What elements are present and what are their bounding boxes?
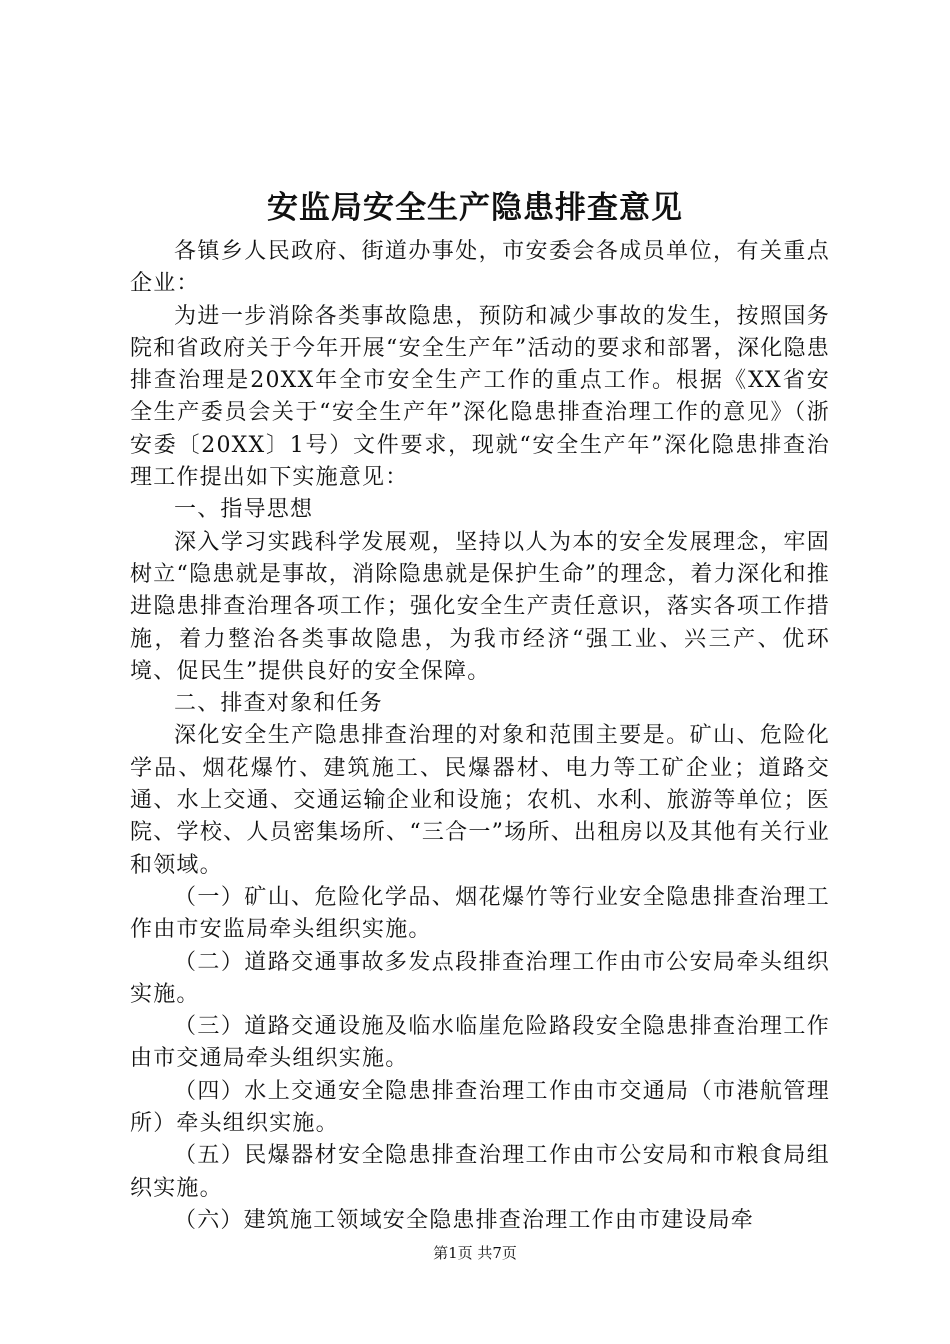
list-item-3: （三）道路交通设施及临水临崖危险路段安全隐患排查治理工作由市交通局牵头组织实施。 <box>130 1014 830 1072</box>
list-item-1: （一）矿山、危险化学品、烟花爆竹等行业安全隐患排查治理工作由市安监局牵头组织实施。 <box>130 884 830 943</box>
list-item-6: （六）建筑施工领域安全隐患排查治理工作由市建设局牵 <box>174 1207 755 1233</box>
list-item-4: （四）水上交通安全隐患排查治理工作由市交通局（市港航管理所）牵头组织实施。 <box>130 1078 830 1137</box>
document-body <box>130 236 830 1237</box>
page-number: 第1页 <box>433 1244 473 1262</box>
paragraph-salutation: 各镇乡人民政府、街道办事处，市安委会各成员单位，有关重点企业： <box>130 239 830 297</box>
paragraph-intro: 为进一步消除各类事故隐患，预防和减少事故的发生，按照国务院和省政府关于今年开展“安全生产年”活动的要求和部署，深化隐患排查治理是20XX年全市安全生产工作的重点工作。根据《XX省安全生产委员会关于“安全生产年”深化隐患排查治理工作的意见》（浙安委〔20XX〕1号）文件要求，现就“安全生产年”深化隐患排查治理工作提出如下实施意见： <box>130 303 830 491</box>
paragraph-guiding-ideology: 深入学习实践科学发展观，坚持以人为本的安全发展理念，牢固树立“隐患就是事故，消除隐患就是保护生命”的理念，着力深化和推进隐患排查治理各项工作；强化安全生产责任意识，落实各项工作措施，着力整治各类事故隐患，为我市经济“强工业、兴三产、优环境、促民生”提供良好的安全保障。 <box>130 529 830 684</box>
page-footer <box>0 1243 950 1263</box>
document-title: 安监局安全生产隐患排查意见 <box>267 190 683 226</box>
section-heading-guiding-ideology: 一、指导思想 <box>174 497 314 523</box>
paragraph-objects-scope: 深化安全生产隐患排查治理的对象和范围主要是。矿山、危险化学品、烟花爆竹、建筑施工、民爆器材、电力等工矿企业；道路交通、水上交通、交通运输企业和设施；农机、水利、旅游等单位；医院、学校、人员密集场所、“三合一”场所、出租房以及其他有关行业和领域。 <box>130 723 830 878</box>
list-item-2: （二）道路交通事故多发点段排查治理工作由市公安局牵头组织实施。 <box>130 949 830 1007</box>
section-heading-objects-and-tasks: 二、排查对象和任务 <box>174 691 383 717</box>
page-total: 共7页 <box>477 1244 517 1262</box>
list-item-5: （五）民爆器材安全隐患排查治理工作由市公安局和市粮食局组织实施。 <box>130 1143 830 1201</box>
